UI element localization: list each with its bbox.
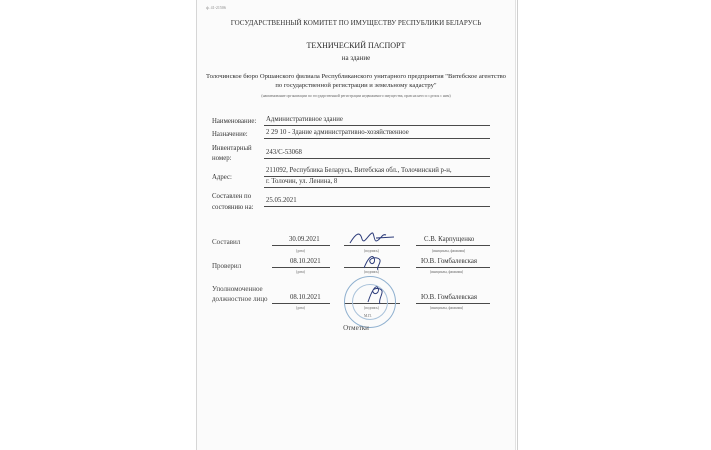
checked-signature-image (358, 252, 388, 272)
compiled-label: Составил (212, 238, 241, 246)
compiled-name: С.В. Карпущенко (424, 236, 475, 243)
authorized-signature-image (360, 282, 390, 306)
compiled-date: 30.09.2021 (289, 236, 320, 243)
name-label: Наименование: (212, 118, 257, 125)
state-label-2: состоянию на: (212, 204, 254, 211)
document-subtitle: на здание (341, 54, 371, 62)
inventory-value: 243/С-53068 (266, 149, 302, 156)
purpose-label: Назначение: (212, 131, 248, 138)
compiled-name-caption: (инициалы, фамилия) (432, 249, 466, 253)
authorized-name: Ю.В. Гомбалевская (421, 294, 477, 301)
authorized-date-line (272, 303, 330, 304)
authorized-name-caption: (инициалы, фамилия) (430, 306, 464, 310)
organization-note: (наименование организации по государственной регистрации недвижимого имущества, прав на него и сделок с ним) (261, 94, 451, 98)
page-edge (517, 0, 518, 450)
state-line (264, 206, 490, 207)
authorized-sign-caption: (подпись) (364, 306, 379, 310)
state-label-1: Составлен по (212, 193, 252, 200)
name-line (264, 125, 490, 126)
authorized-name-line (416, 303, 490, 304)
address-label: Адрес: (212, 174, 232, 181)
committee-header: ГОСУДАРСТВЕННЫЙ КОМИТЕТ ПО ИМУЩЕСТВУ РЕСПУБЛИКИ БЕЛАРУСЬ (230, 19, 482, 27)
checked-label: Проверил (212, 262, 242, 270)
document-page (196, 0, 516, 450)
state-value: 25.05.2021 (266, 197, 297, 204)
document-title: ТЕХНИЧЕСКИЙ ПАСПОРТ (306, 41, 406, 50)
compiled-signature-image (346, 229, 398, 247)
checked-date-line (272, 267, 330, 268)
inventory-line (264, 158, 490, 159)
authorized-label-1: Уполномоченное (212, 285, 263, 293)
checked-date: 08.10.2021 (290, 258, 321, 265)
compiled-name-line (416, 245, 490, 246)
authorized-label-2: должностное лицо (212, 295, 268, 303)
compiled-date-caption: (дата) (296, 249, 305, 253)
authorized-date-caption: (дата) (296, 306, 305, 310)
checked-date-caption: (дата) (296, 270, 305, 274)
checked-name-line (416, 267, 490, 268)
checked-name: Ю.В. Гомбалевская (421, 258, 477, 265)
address-line-2 (264, 187, 490, 188)
compiled-date-line (272, 245, 330, 246)
form-number: ф. 41-21506 (206, 5, 226, 10)
address-line-1 (264, 176, 490, 177)
compiled-sign-caption: (подпись) (364, 249, 379, 253)
notes-heading: Отметки (343, 324, 369, 332)
checked-sign-caption: (подпись) (364, 270, 379, 274)
checked-name-caption: (инициалы, фамилия) (430, 270, 464, 274)
address-value-1: 211092, Республика Беларусь, Витебская обл., Толочинский р-н, (266, 167, 452, 174)
purpose-value: 2 29 10 - Здание административно-хозяйственное (266, 129, 409, 136)
address-value-2: г. Толочин, ул. Ленина, 8 (266, 178, 338, 185)
purpose-line (264, 138, 490, 139)
inventory-label-1: Инвентарный (212, 145, 252, 152)
organization-name: Толочинское бюро Оршанского филиала Республиканского унитарного предприятия "Витебское агентство по государственной регистрации и земельному кадастру" (206, 73, 506, 89)
stamp-mp-caption: М.П. (364, 314, 372, 318)
inventory-label-2: номер: (212, 155, 232, 162)
name-value: Административное здание (266, 116, 343, 123)
authorized-date: 08.10.2021 (290, 294, 321, 301)
